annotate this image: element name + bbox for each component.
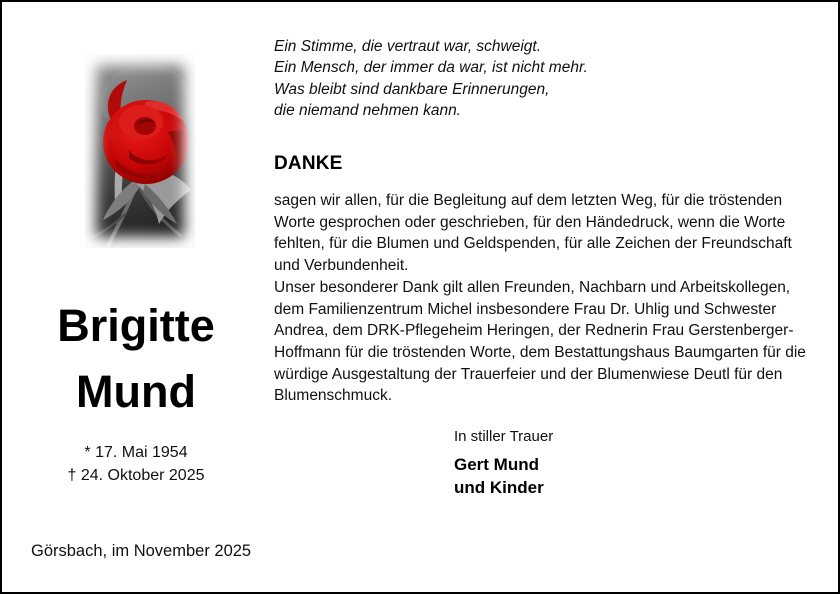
thanks-paragraph-2: Unser besonderer Dank gilt allen Freunden, Nachbarn und Arbeitskollegen, dem Familienzentrum Michel insbesondere Frau Dr. Uhlig und Schwester Andrea, dem DRK-Pflegeheim Heringen, der Rednerin Frau Gerstenberger-Hoffmann für die tröstenden Worte, dem Bestattungshaus Baumgarten für die würdige Ausgestaltung der Trauerfeier und der Blumenwiese Deutl für den Blumenschmuck. xyxy=(274,278,806,405)
thanks-heading: DANKE xyxy=(274,153,343,174)
verse-line: Was bleibt sind dankbare Erinnerungen, xyxy=(274,80,550,98)
verse-line: Ein Stimme, die vertraut war, schweigt. xyxy=(274,38,542,55)
place-date-line: Görsbach, im November 2025 xyxy=(31,542,252,560)
life-dates xyxy=(2,441,270,487)
thanks-paragraph-1: sagen wir allen, für die Begleitung auf dem letzten Weg, für die tröstenden Worte gesprochen oder geschrieben, für den Händedruck, wenn die Worte fehlten, für die Blumen und Geldspenden, für alle Zeichen der Freundschaft und Verbundenheit. xyxy=(274,192,792,275)
signature-name: und Kinder xyxy=(454,478,544,497)
verse-line: Ein Mensch, der immer da war, ist nicht mehr. xyxy=(274,59,588,77)
signature-names xyxy=(454,453,553,499)
signature-block xyxy=(454,428,553,499)
deceased-name xyxy=(2,293,270,425)
signature-name: Gert Mund xyxy=(454,455,539,474)
signature-intro: In stiller Trauer xyxy=(454,428,554,445)
rose-photo xyxy=(85,54,195,248)
death-date: † 24. Oktober 2025 xyxy=(67,467,205,484)
rose-icon xyxy=(85,54,195,248)
verse-line: die niemand nehmen kann. xyxy=(274,101,461,119)
birth-date: * 17. Mai 1954 xyxy=(84,444,188,461)
memorial-verse xyxy=(274,36,588,121)
deceased-first-name: Brigitte xyxy=(57,300,215,351)
thanks-text xyxy=(274,190,817,407)
deceased-last-name: Mund xyxy=(76,366,196,417)
